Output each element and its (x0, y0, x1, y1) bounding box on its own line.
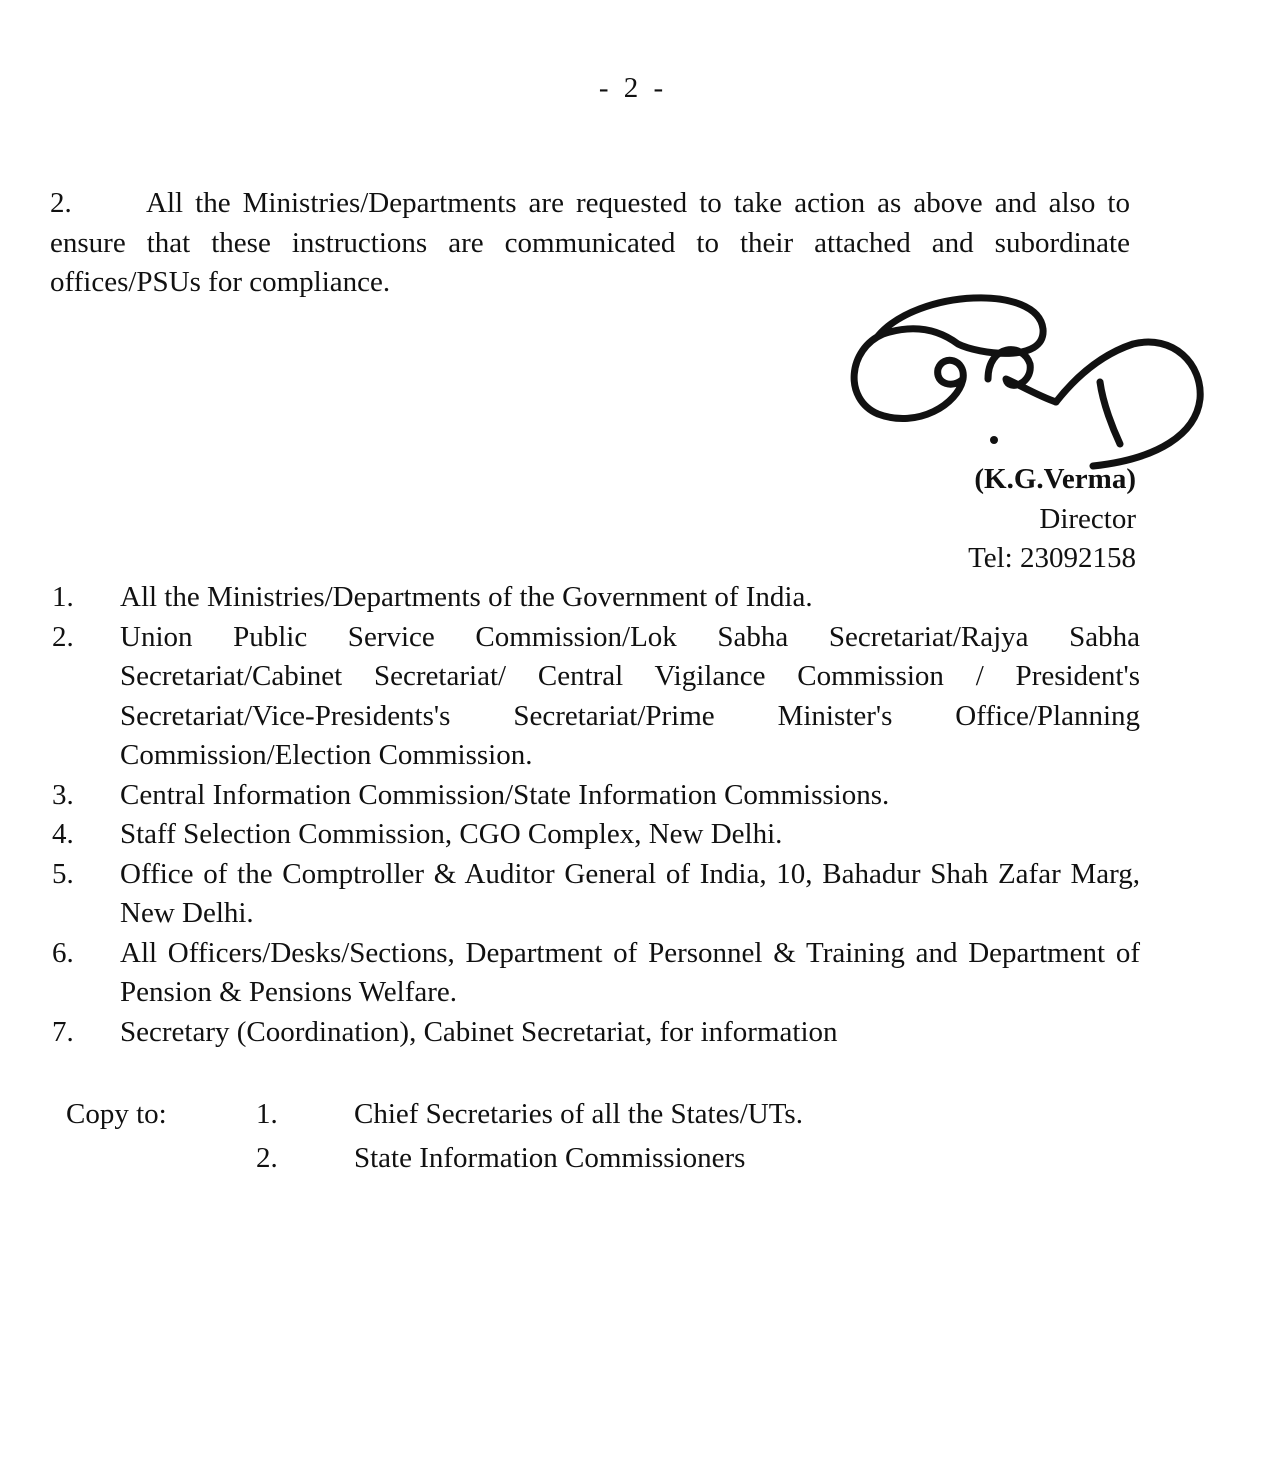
copy-to-number: 2. (256, 1142, 278, 1174)
recipient-text: All Officers/Desks/Sections, Department of Personnel & Training and Department of Pension & Pensions Welfare. (120, 936, 1140, 1008)
signatory-block (968, 460, 1136, 579)
recipient-text: Secretary (Coordination), Cabinet Secretariat, for information (120, 1015, 838, 1048)
recipient-list (52, 578, 1140, 1052)
copy-to-item (256, 1092, 1056, 1136)
recipient-number: 4. (52, 818, 74, 850)
recipient-number: 3. (52, 778, 74, 811)
recipient-text: Office of the Comptroller & Auditor General of India, 10, Bahadur Shah Zafar Marg, New Delhi. (120, 857, 1140, 929)
signatory-telephone: Tel: 23092158 (968, 542, 1136, 574)
signatory-name: (K.G.Verma) (974, 463, 1136, 495)
signature-image (838, 284, 1218, 484)
page-number: - 2 - (598, 72, 668, 104)
copy-to-text: State Information Commissioners (354, 1142, 746, 1174)
recipient-item (52, 776, 1140, 816)
recipient-item (52, 934, 1140, 1013)
recipient-number: 2. (52, 620, 74, 653)
recipient-item (52, 618, 1140, 776)
recipient-item (52, 855, 1140, 934)
recipient-number: 7. (52, 1015, 74, 1048)
copy-to-item (256, 1136, 1056, 1180)
paragraph-number: 2. (50, 187, 72, 219)
recipient-number: 1. (52, 581, 74, 613)
recipient-text: Staff Selection Commission, CGO Complex, New Delhi. (120, 818, 783, 850)
recipient-item (52, 1013, 1140, 1053)
copy-to-list (256, 1092, 1056, 1180)
recipient-text: Central Information Commission/State Information Commissions. (120, 778, 890, 811)
recipient-item (52, 578, 1140, 618)
recipient-number: 6. (52, 936, 74, 969)
copy-to-text: Chief Secretaries of all the States/UTs. (354, 1098, 803, 1130)
signatory-designation: Director (1039, 502, 1136, 535)
copy-to-label: Copy to: (66, 1098, 167, 1130)
copy-to-number: 1. (256, 1098, 278, 1130)
recipient-item (52, 815, 1140, 855)
recipient-text: All the Ministries/Departments of the Government of India. (120, 581, 813, 613)
recipient-number: 5. (52, 857, 74, 890)
recipient-text: Union Public Service Commission/Lok Sabha Secretariat/Rajya Sabha Secretariat/Cabinet Secretariat/ Central Vigilance Commission / President's Secretariat/Vice-Presidents's Secretariat/Prime Minister's Office/Planning Commission/Election Commission. (120, 620, 1140, 771)
paragraph-text: All the Ministries/Departments are requested to take action as above and also to ensure that these instructions are communicated to their attached and subordinate offices/PSUs for compliance. (50, 187, 1130, 298)
